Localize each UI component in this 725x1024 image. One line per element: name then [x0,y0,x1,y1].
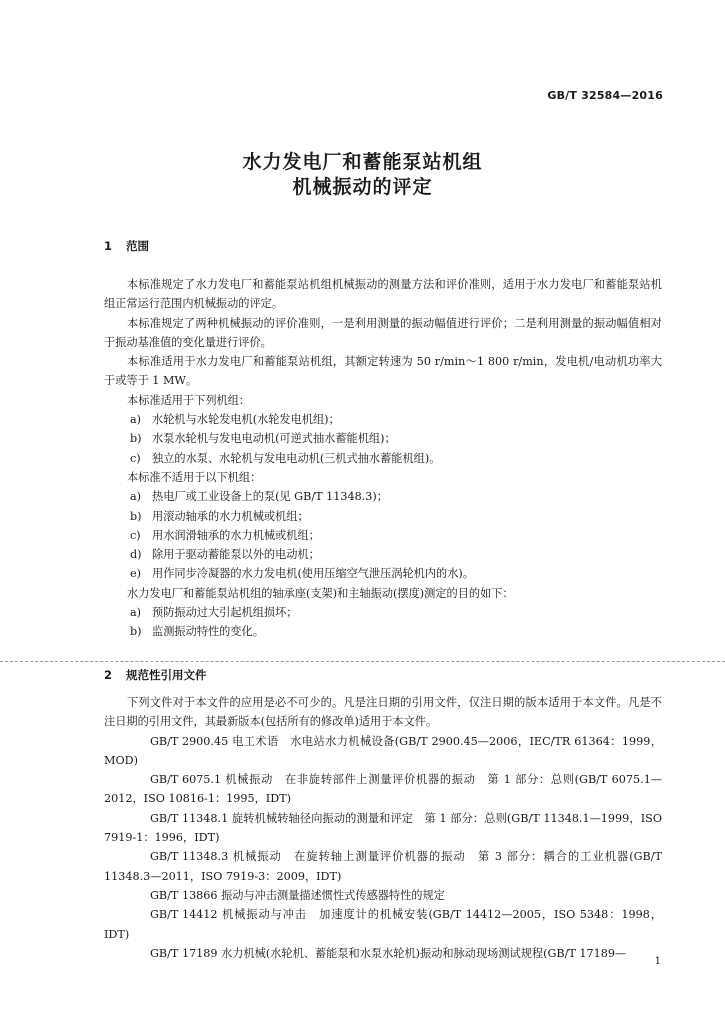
reference-code: GB/T 11348.3 [150,850,229,864]
paragraph: 本标准不适用于以下机组： [127,470,262,484]
list-text: 监测振动特性的变化。 [152,625,264,639]
list-marker: b) [130,625,142,639]
list-item [104,526,662,545]
reference-item [104,809,662,848]
section-number: 2 [104,668,113,682]
reference-item [104,770,662,809]
page-number: 1 [654,956,661,967]
list-item [104,622,662,641]
list-item [104,449,662,468]
reference-code: GB/T 13866 [150,888,218,902]
title-line-1: 水力发电厂和蓄能泵站机组 [242,151,483,173]
list-marker: b) [130,432,142,446]
list-text: 用水润滑轴承的水力机械或机组； [152,528,320,542]
paragraph: 水力发电厂和蓄能泵站机组的轴承座(支架)和主轴振动(摆度)测定的目的如下： [127,586,514,600]
reference-code: GB/T 11348.1 [150,811,229,825]
list-text: 除用于驱动蓄能泵以外的电动机； [152,548,320,562]
list-text: 水泵水轮机与发电电动机(可逆式抽水蓄能机组)； [152,432,396,446]
list-marker: a) [130,413,142,427]
paragraph: 本标准适用于下列机组： [127,393,251,407]
reference-text: 振动与冲击测量描述惯性式传感器特性的规定 [221,888,445,902]
reference-code: GB/T 17189 [150,946,218,960]
reference-text: 机械振动与冲击 加速度计的机械安装(GB/T 14412—2005，ISO 5348：1998，IDT) [104,908,662,941]
list-marker: d) [130,548,142,562]
list-text: 用滚动轴承的水力机械或机组； [152,509,309,523]
section-1-heading [104,238,149,254]
list-item [104,603,662,622]
section-title: 范围 [126,239,149,253]
reference-item [104,847,662,886]
document-title [0,150,725,200]
reference-code: GB/T 6075.1 [150,773,222,787]
reference-code: GB/T 2900.45 [150,734,229,748]
reference-item [104,905,662,944]
list-marker: c) [130,451,141,465]
list-text: 独立的水泵、水轮机与发电电动机(三机式抽水蓄能机组)。 [152,451,441,465]
reference-item [104,944,662,963]
list-marker: b) [130,509,142,523]
list-text: 预防振动过大引起机组损坏； [152,606,298,620]
reference-text: 电工术语 水电站水力机械设备(GB/T 2900.45—2006，IEC/TR 61364：1999，MOD) [104,734,662,767]
reference-item [104,732,662,771]
paragraph: 下列文件对于本文件的应用是必不可少的。凡是注日期的引用文件，仅注日期的版本适用于本文件。凡是不注日期的引用文件，其最新版本(包括所有的修改单)适用于本文件。 [104,696,662,729]
paragraph: 本标准适用于水力发电厂和蓄能泵站机组，其额定转速为 50 r/min～1 800 r/min，发电机/电动机功率大于或等于 1 MW。 [104,355,662,388]
standard-number: GB/T 32584—2016 [547,89,663,102]
list-item [104,410,662,429]
reference-item [104,886,662,905]
list-text: 水轮机与水轮发电机(水轮发电机组)； [152,413,340,427]
reference-text: 机械振动 在非旋转部件上测量评价机器的振动 第 1 部分：总则(GB/T 6075.1—2012，ISO 10816-1：1995，IDT) [104,773,663,806]
section-title: 规范性引用文件 [126,668,207,682]
list-item [104,564,662,583]
list-marker: c) [130,528,141,542]
list-item [104,507,662,526]
reference-text: 旋转机械转轴径向振动的测量和评定 第 1 部分：总则(GB/T 11348.1—1999，ISO 7919-1：1996，IDT) [104,811,662,845]
list-item [104,429,662,448]
paragraph: 本标准规定了两种机械振动的评价准则，一是利用测量的振动幅值进行评价；二是利用测量的振动幅值相对于振动基准值的变化量进行评价。 [104,316,662,349]
scan-divider-line [0,661,725,662]
reference-code: GB/T 14412 [150,908,218,922]
section-1-body [104,275,662,642]
paragraph: 本标准规定了水力发电厂和蓄能泵站机组机械振动的测量方法和评价准则，适用于水力发电厂和蓄能泵站机组正常运行范围内机械振动的评定。 [104,278,662,311]
list-item [104,545,662,564]
list-text: 热电厂或工业设备上的泵(见 GB/T 11348.3)； [152,490,388,504]
list-text: 用作同步冷凝器的水力发电机(使用压缩空气泄压涡轮机内的水)。 [152,567,474,581]
section-number: 1 [104,239,113,253]
list-marker: a) [130,490,142,504]
section-2-heading [104,667,207,683]
reference-text: 水力机械(水轮机、蓄能泵和水泵水轮机)振动和脉动现场测试规程(GB/T 17189— [221,946,627,960]
title-line-2: 机械振动的评定 [292,176,433,198]
reference-text: 机械振动 在旋转轴上测量评价机器的振动 第 3 部分：耦合的工业机器(GB/T 11348.3—2011，ISO 7919-3：2009，IDT) [104,850,662,883]
list-item [104,487,662,506]
section-2-body [104,693,662,963]
list-marker: e) [130,567,141,581]
list-marker: a) [130,606,142,620]
